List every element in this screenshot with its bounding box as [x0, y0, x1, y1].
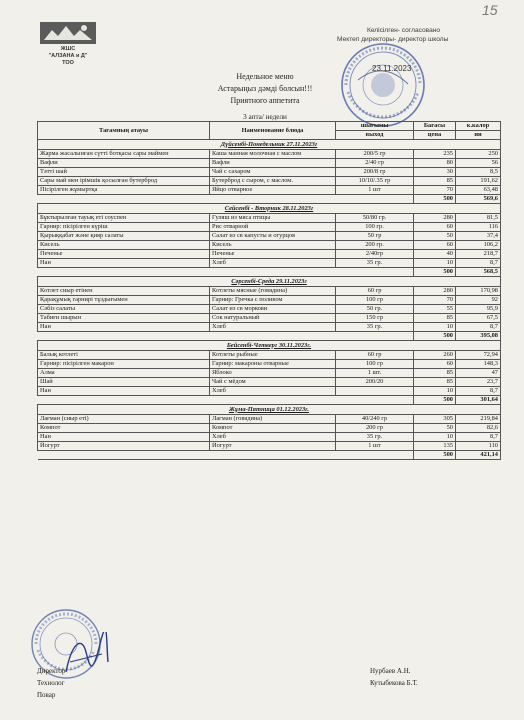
header-kk-name: Тағамның атауы [38, 122, 210, 140]
output-cell: 1 шт [336, 442, 414, 451]
output-cell: 50 гр. [336, 305, 414, 314]
company-logo [34, 20, 102, 67]
dish-kk-cell: Қарақұмық гарнирі тұздығымен [38, 296, 210, 305]
price-cell: 10 [414, 433, 456, 442]
output-cell: 200/8 гр [336, 168, 414, 177]
kcal-cell: 8,5 [456, 168, 501, 177]
header-ru-name: Наименование блюда [210, 122, 336, 140]
price-cell: 85 [414, 378, 456, 387]
dish-ru-cell: Хлеб [210, 323, 336, 332]
total-spacer [38, 195, 414, 204]
day-title: Сейсенбі - Вторник 28.11.2023г [38, 204, 501, 214]
kcal-cell: 218,7 [456, 250, 501, 259]
kcal-cell: 8,7 [456, 323, 501, 332]
table-row [38, 323, 501, 332]
menu-table [37, 121, 501, 460]
signature-roles [37, 665, 65, 701]
dish-ru-cell: Кисель [210, 241, 336, 250]
output-cell [336, 387, 414, 396]
kcal-cell: 8,7 [456, 433, 501, 442]
price-cell: 305 [414, 415, 456, 424]
day-header-row [38, 140, 501, 150]
dish-kk-cell: Тәтті шай [38, 168, 210, 177]
kcal-cell: 110 [456, 442, 501, 451]
dish-ru-cell: Яйцо отварное [210, 186, 336, 195]
dish-ru-cell: Гарнир: макароны отварные [210, 360, 336, 369]
dish-ru-cell: Хлеб [210, 433, 336, 442]
total-price-cell: 500 [414, 195, 456, 204]
header-kcal-top: к.калор [456, 122, 501, 131]
output-cell: 200 гр [336, 424, 414, 433]
output-cell: 35 гр. [336, 323, 414, 332]
total-kcal-cell: 301,64 [456, 396, 501, 405]
role-cook: Повар [37, 691, 56, 699]
dish-ru-cell: Чай с сахаром [210, 168, 336, 177]
kcal-cell: 191,62 [456, 177, 501, 186]
dish-ru-cell: Гарнир: Гречка с поливом [210, 296, 336, 305]
kcal-cell: 92 [456, 296, 501, 305]
dish-kk-cell: Бұктырылған тауық еті соуспен [38, 214, 210, 223]
dish-kk-cell: Лағман (сиыр еті) [38, 415, 210, 424]
total-price-cell: 500 [414, 451, 456, 460]
dish-kk-cell: Пісірілген жұмыртқа [38, 186, 210, 195]
table-row [38, 150, 501, 159]
output-cell: 60 гр [336, 287, 414, 296]
dish-ru-cell: Салат из св капусты и огурцов [210, 232, 336, 241]
kcal-cell: 8,7 [456, 259, 501, 268]
price-cell: 135 [414, 442, 456, 451]
dish-ru-cell: Хлеб [210, 387, 336, 396]
title-line-3: Приятного аппетита [230, 96, 300, 105]
dish-kk-cell: Сары май мен ірімшік қосылған бутерброд [38, 177, 210, 186]
table-row [38, 159, 501, 168]
kcal-cell: 23,7 [456, 378, 501, 387]
logo-emblem-icon [38, 20, 98, 46]
dish-ru-cell: Каша манная молочная с маслом [210, 150, 336, 159]
dish-kk-cell: Нан [38, 387, 210, 396]
logo-line-3: ТОО [62, 60, 74, 66]
output-cell: 150 гр [336, 314, 414, 323]
output-cell: 2/40 гр [336, 159, 414, 168]
dish-kk-cell: Йогурт [38, 442, 210, 451]
dish-kk-cell: Котлет сиыр етінен [38, 287, 210, 296]
dish-kk-cell: Компот [38, 424, 210, 433]
output-cell: 50/80 гр. [336, 214, 414, 223]
header-output-top: шығымы [336, 122, 414, 131]
output-cell: 50 гр [336, 232, 414, 241]
day-header-row [38, 204, 501, 214]
dish-kk-cell: Қырыққабат және қияр салаты [38, 232, 210, 241]
day-total-row [38, 451, 501, 460]
table-row [38, 305, 501, 314]
kcal-cell: 95,9 [456, 305, 501, 314]
total-kcal-cell: 395,08 [456, 332, 501, 341]
day-header-row [38, 405, 501, 415]
table-row [38, 424, 501, 433]
menu-body [38, 140, 501, 460]
price-cell: 50 [414, 424, 456, 433]
kcal-cell: 56 [456, 159, 501, 168]
total-kcal-cell: 568,5 [456, 268, 501, 277]
header-kcal-bottom: ии [456, 131, 501, 140]
price-cell: 70 [414, 186, 456, 195]
table-row [38, 351, 501, 360]
kcal-cell: 82,6 [456, 424, 501, 433]
logo-line-2: "АЛЗАНА и Д" [48, 53, 88, 59]
table-row [38, 223, 501, 232]
output-cell: 100 гр [336, 296, 414, 305]
price-cell: 10 [414, 323, 456, 332]
output-cell: 40/240 гр [336, 415, 414, 424]
total-price-cell: 500 [414, 332, 456, 341]
approval-line-2: Мектеп директоры- директор школы [337, 36, 449, 43]
output-cell: 10/10/.35 гр [336, 177, 414, 186]
output-cell: 35 гр. [336, 433, 414, 442]
kcal-cell: 63,48 [456, 186, 501, 195]
dish-ru-cell: Чай с мёдом [210, 378, 336, 387]
table-row [38, 214, 501, 223]
day-total-row [38, 396, 501, 405]
price-cell: 55 [414, 305, 456, 314]
dish-ru-cell: Лагман (говядина) [210, 415, 336, 424]
day-header-row [38, 341, 501, 351]
table-row [38, 360, 501, 369]
price-cell: 10 [414, 259, 456, 268]
kcal-cell: 8,7 [456, 387, 501, 396]
table-row [38, 378, 501, 387]
dish-kk-cell: Печенье [38, 250, 210, 259]
table-row [38, 287, 501, 296]
dish-ru-cell: Печенье [210, 250, 336, 259]
table-row [38, 241, 501, 250]
dish-kk-cell: Нан [38, 433, 210, 442]
kcal-cell: 37,4 [456, 232, 501, 241]
price-cell: 280 [414, 287, 456, 296]
dish-ru-cell: Котлеты рыбные [210, 351, 336, 360]
table-row [38, 250, 501, 259]
day-title: Бейсенбі-Четверг 30.11.2023г. [38, 341, 501, 351]
week-label: 3 апта/ недели [243, 113, 287, 121]
kcal-cell: 106,2 [456, 241, 501, 250]
dish-kk-cell: Нан [38, 323, 210, 332]
kcal-cell: 219,84 [456, 415, 501, 424]
price-cell: 60 [414, 360, 456, 369]
total-spacer [38, 268, 414, 277]
header-output-bottom: выход [336, 131, 414, 140]
kcal-cell: 170,98 [456, 287, 501, 296]
total-price-cell: 500 [414, 396, 456, 405]
table-header-row-1 [38, 122, 501, 131]
dish-ru-cell: Салат из св моркови [210, 305, 336, 314]
day-total-row [38, 195, 501, 204]
table-row [38, 186, 501, 195]
total-price-cell: 500 [414, 268, 456, 277]
day-title: Дүйсенбі-Понедельник 27.11.2023г [38, 140, 501, 150]
dish-kk-cell: Сәбіз салаты [38, 305, 210, 314]
dish-kk-cell: Балық котлеті [38, 351, 210, 360]
dish-ru-cell: Гуляш из мяса птицы [210, 214, 336, 223]
table-row [38, 415, 501, 424]
day-header-row [38, 277, 501, 287]
school-seal-icon [338, 40, 428, 130]
price-cell: 235 [414, 150, 456, 159]
signature-names [370, 665, 418, 689]
dish-ru-cell: Йогурт [210, 442, 336, 451]
dish-kk-cell: Жарма жасалынған сүтті ботқасы сары маймен [38, 150, 210, 159]
total-spacer [38, 396, 414, 405]
name-2: Кутыбекова Б.Т. [370, 679, 418, 687]
output-cell: 200/20 [336, 378, 414, 387]
table-row [38, 177, 501, 186]
day-total-row [38, 332, 501, 341]
role-director: Директор [37, 667, 66, 675]
dish-kk-cell: Алма [38, 369, 210, 378]
dish-ru-cell: Бутерброд с сыром, с маслом. [210, 177, 336, 186]
price-cell: 60 [414, 241, 456, 250]
dish-kk-cell: Нан [38, 259, 210, 268]
price-cell: 40 [414, 250, 456, 259]
role-technologist: Технолог [37, 679, 65, 687]
price-cell: 260 [414, 351, 456, 360]
kcal-cell: 47 [456, 369, 501, 378]
page-number: 15 [482, 2, 498, 18]
title-line-1: Недельное меню [236, 72, 294, 81]
price-cell: 280 [414, 214, 456, 223]
kcal-cell: 250 [456, 150, 501, 159]
price-cell: 30 [414, 168, 456, 177]
dish-kk-cell: Вафли [38, 159, 210, 168]
kcal-cell: 148,3 [456, 360, 501, 369]
signature-icon [62, 632, 112, 678]
header-price-bottom: цена [414, 131, 456, 140]
output-cell: 2/40гр [336, 250, 414, 259]
total-kcal-cell: 421,14 [456, 451, 501, 460]
approval-date: 23.11.2023 [372, 64, 412, 73]
output-cell: 35 гр. [336, 259, 414, 268]
dish-ru-cell: Вафли [210, 159, 336, 168]
output-cell: 200 гр. [336, 241, 414, 250]
dish-ru-cell: Рис отварной [210, 223, 336, 232]
output-cell: 60 гр [336, 351, 414, 360]
table-row [38, 232, 501, 241]
total-kcal-cell: 569,6 [456, 195, 501, 204]
output-cell: 200/5 гр [336, 150, 414, 159]
output-cell: 1 шт. [336, 369, 414, 378]
table-row [38, 259, 501, 268]
table-row [38, 433, 501, 442]
total-spacer [38, 332, 414, 341]
header-price-top: Бағасы [414, 122, 456, 131]
total-spacer [38, 451, 414, 460]
dish-kk-cell: Шай [38, 378, 210, 387]
table-row [38, 314, 501, 323]
price-cell: 85 [414, 177, 456, 186]
day-title: Сәрсенбі-Среда 29.11.2023г [38, 277, 501, 287]
table-row [38, 296, 501, 305]
day-total-row [38, 268, 501, 277]
kcal-cell: 72,94 [456, 351, 501, 360]
output-cell: 100 гр [336, 360, 414, 369]
name-1: Нурбаев А.Н. [370, 667, 411, 675]
price-cell: 85 [414, 369, 456, 378]
approval-line-1: Келісілген- согласовано [367, 27, 441, 34]
price-cell: 80 [414, 159, 456, 168]
table-row [38, 369, 501, 378]
dish-ru-cell: Хлеб [210, 259, 336, 268]
logo-line-1: ЖШС [60, 46, 76, 52]
price-cell: 10 [414, 387, 456, 396]
table-row [38, 442, 501, 451]
title-line-2: Астарыңыз дәмді болсын!!! [217, 84, 313, 93]
kcal-cell: 67,5 [456, 314, 501, 323]
kcal-cell: 116 [456, 223, 501, 232]
output-cell: 1 шт [336, 186, 414, 195]
table-row [38, 387, 501, 396]
table-row [38, 168, 501, 177]
dish-ru-cell: Компот [210, 424, 336, 433]
price-cell: 60 [414, 223, 456, 232]
dish-ru-cell: Яблоко [210, 369, 336, 378]
dish-ru-cell: Котлеты мясные (говядина) [210, 287, 336, 296]
dish-kk-cell: Гарнир: пісірілген макарон [38, 360, 210, 369]
price-cell: 50 [414, 232, 456, 241]
price-cell: 70 [414, 296, 456, 305]
day-title: Жұма-Пятница 01.12.2023г. [38, 405, 501, 415]
dish-kk-cell: Табиғи шырын [38, 314, 210, 323]
price-cell: 85 [414, 314, 456, 323]
output-cell: 100 гр. [336, 223, 414, 232]
dish-kk-cell: Кисель [38, 241, 210, 250]
kcal-cell: 81,5 [456, 214, 501, 223]
dish-ru-cell: Сок натуральный [210, 314, 336, 323]
dish-kk-cell: Гарнир: пісірілген күріш [38, 223, 210, 232]
